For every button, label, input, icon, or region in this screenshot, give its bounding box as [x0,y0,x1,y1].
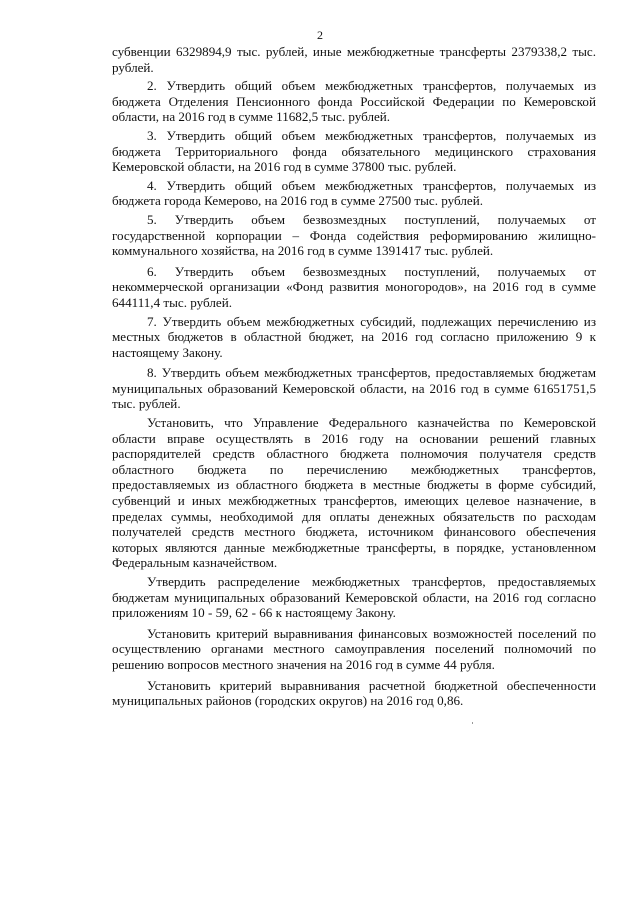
paragraph-7-subsidies: 7. Утвердить объем межбюджетных субсидий, подлежащих перечислению из местных бюджетов в областной бюджет, на 2016 год согласно приложению 9 к настоящему Закону. [112,313,596,360]
paragraph-subventions-continuation: субвенции 6329894,9 тыс. рублей, иные межбюджетные трансферты 2379338,2 тыс. рублей. [112,44,596,75]
paragraph-3-medical-insurance-fund: 3. Утвердить общий объем межбюджетных трансфертов, получаемых из бюджета Территориального фонда обязательного медицинского страхования Кемеровской области, на 2016 год в сумме 37800 тыс. рублей. [112,127,596,175]
paragraph-6-monotowns-fund: 6. Утвердить объем безвозмездных поступлений, получаемых от некоммерческой организации «Фонд развития моногородов», на 2016 год в сумме 644111,4 тыс. рублей. [112,263,596,310]
paragraph-5-housing-fund: 5. Утвердить объем безвозмездных поступлений, получаемых от государственной корпорации – Фонда содействия реформированию жилищно-коммунального хозяйства, на 2016 год в сумме 1391417 тыс. рублей. [112,211,596,259]
document-body [112,44,596,709]
paragraph-treasury: Установить, что Управление Федерального казначейства по Кемеровской области вправе осуществлять в 2016 году на основании решений главных распорядителей средств областного бюджета полномочия получателя средств областного бюджета по перечислению межбюджетных трансфертов, предоставляемых из областного бюджета в местные бюджеты в форме субсидий, субвенций и иных межбюджетных трансфертов, имеющих целевое назначение, в пределах суммы, необходимой для оплаты денежных обязательств по расходам получателей средств местного бюджета, источником финансового обеспечения которых являются данные межбюджетные трансферты, в порядке, установленном Федеральным казначейством. [112,415,596,571]
paragraph-districts-criterion: Установить критерий выравнивания расчетной бюджетной обеспеченности муниципальных районов (городских округов) на 2016 год 0,86. [112,677,596,709]
paragraph-2-pension-fund: 2. Утвердить общий объем межбюджетных трансфертов, получаемых из бюджета Отделения Пенсионного фонда Российской Федерации по Кемеровской области, на 2016 год в сумме 11682,5 тыс. рублей. [112,78,596,125]
page-number: 2 [317,28,323,42]
paragraph-8-transfers: 8. Утвердить объем межбюджетных трансфертов, предоставляемых бюджетам муниципальных образований Кемеровской области, на 2016 год в сумме 61651751,5 тыс. рублей. [112,365,596,412]
paragraph-distribution: Утвердить распределение межбюджетных трансфертов, предоставляемых бюджетам муниципальных образований Кемеровской области, на 2016 год согласно приложениям 10 - 59, 62 - 66 к настоящему Закону. [112,574,596,621]
scan-speck [472,722,473,724]
paragraph-settlements-criterion: Установить критерий выравнивания финансовых возможностей поселений по осуществлению органами местного самоуправления поселений полномочий по решению вопросов местного значения на 2016 год в сумме 44 рубля. [112,625,596,672]
paragraph-4-kemerovo-city: 4. Утвердить общий объем межбюджетных трансфертов, получаемых из бюджета города Кемерово, на 2016 год в сумме 27500 тыс. рублей. [112,177,596,209]
